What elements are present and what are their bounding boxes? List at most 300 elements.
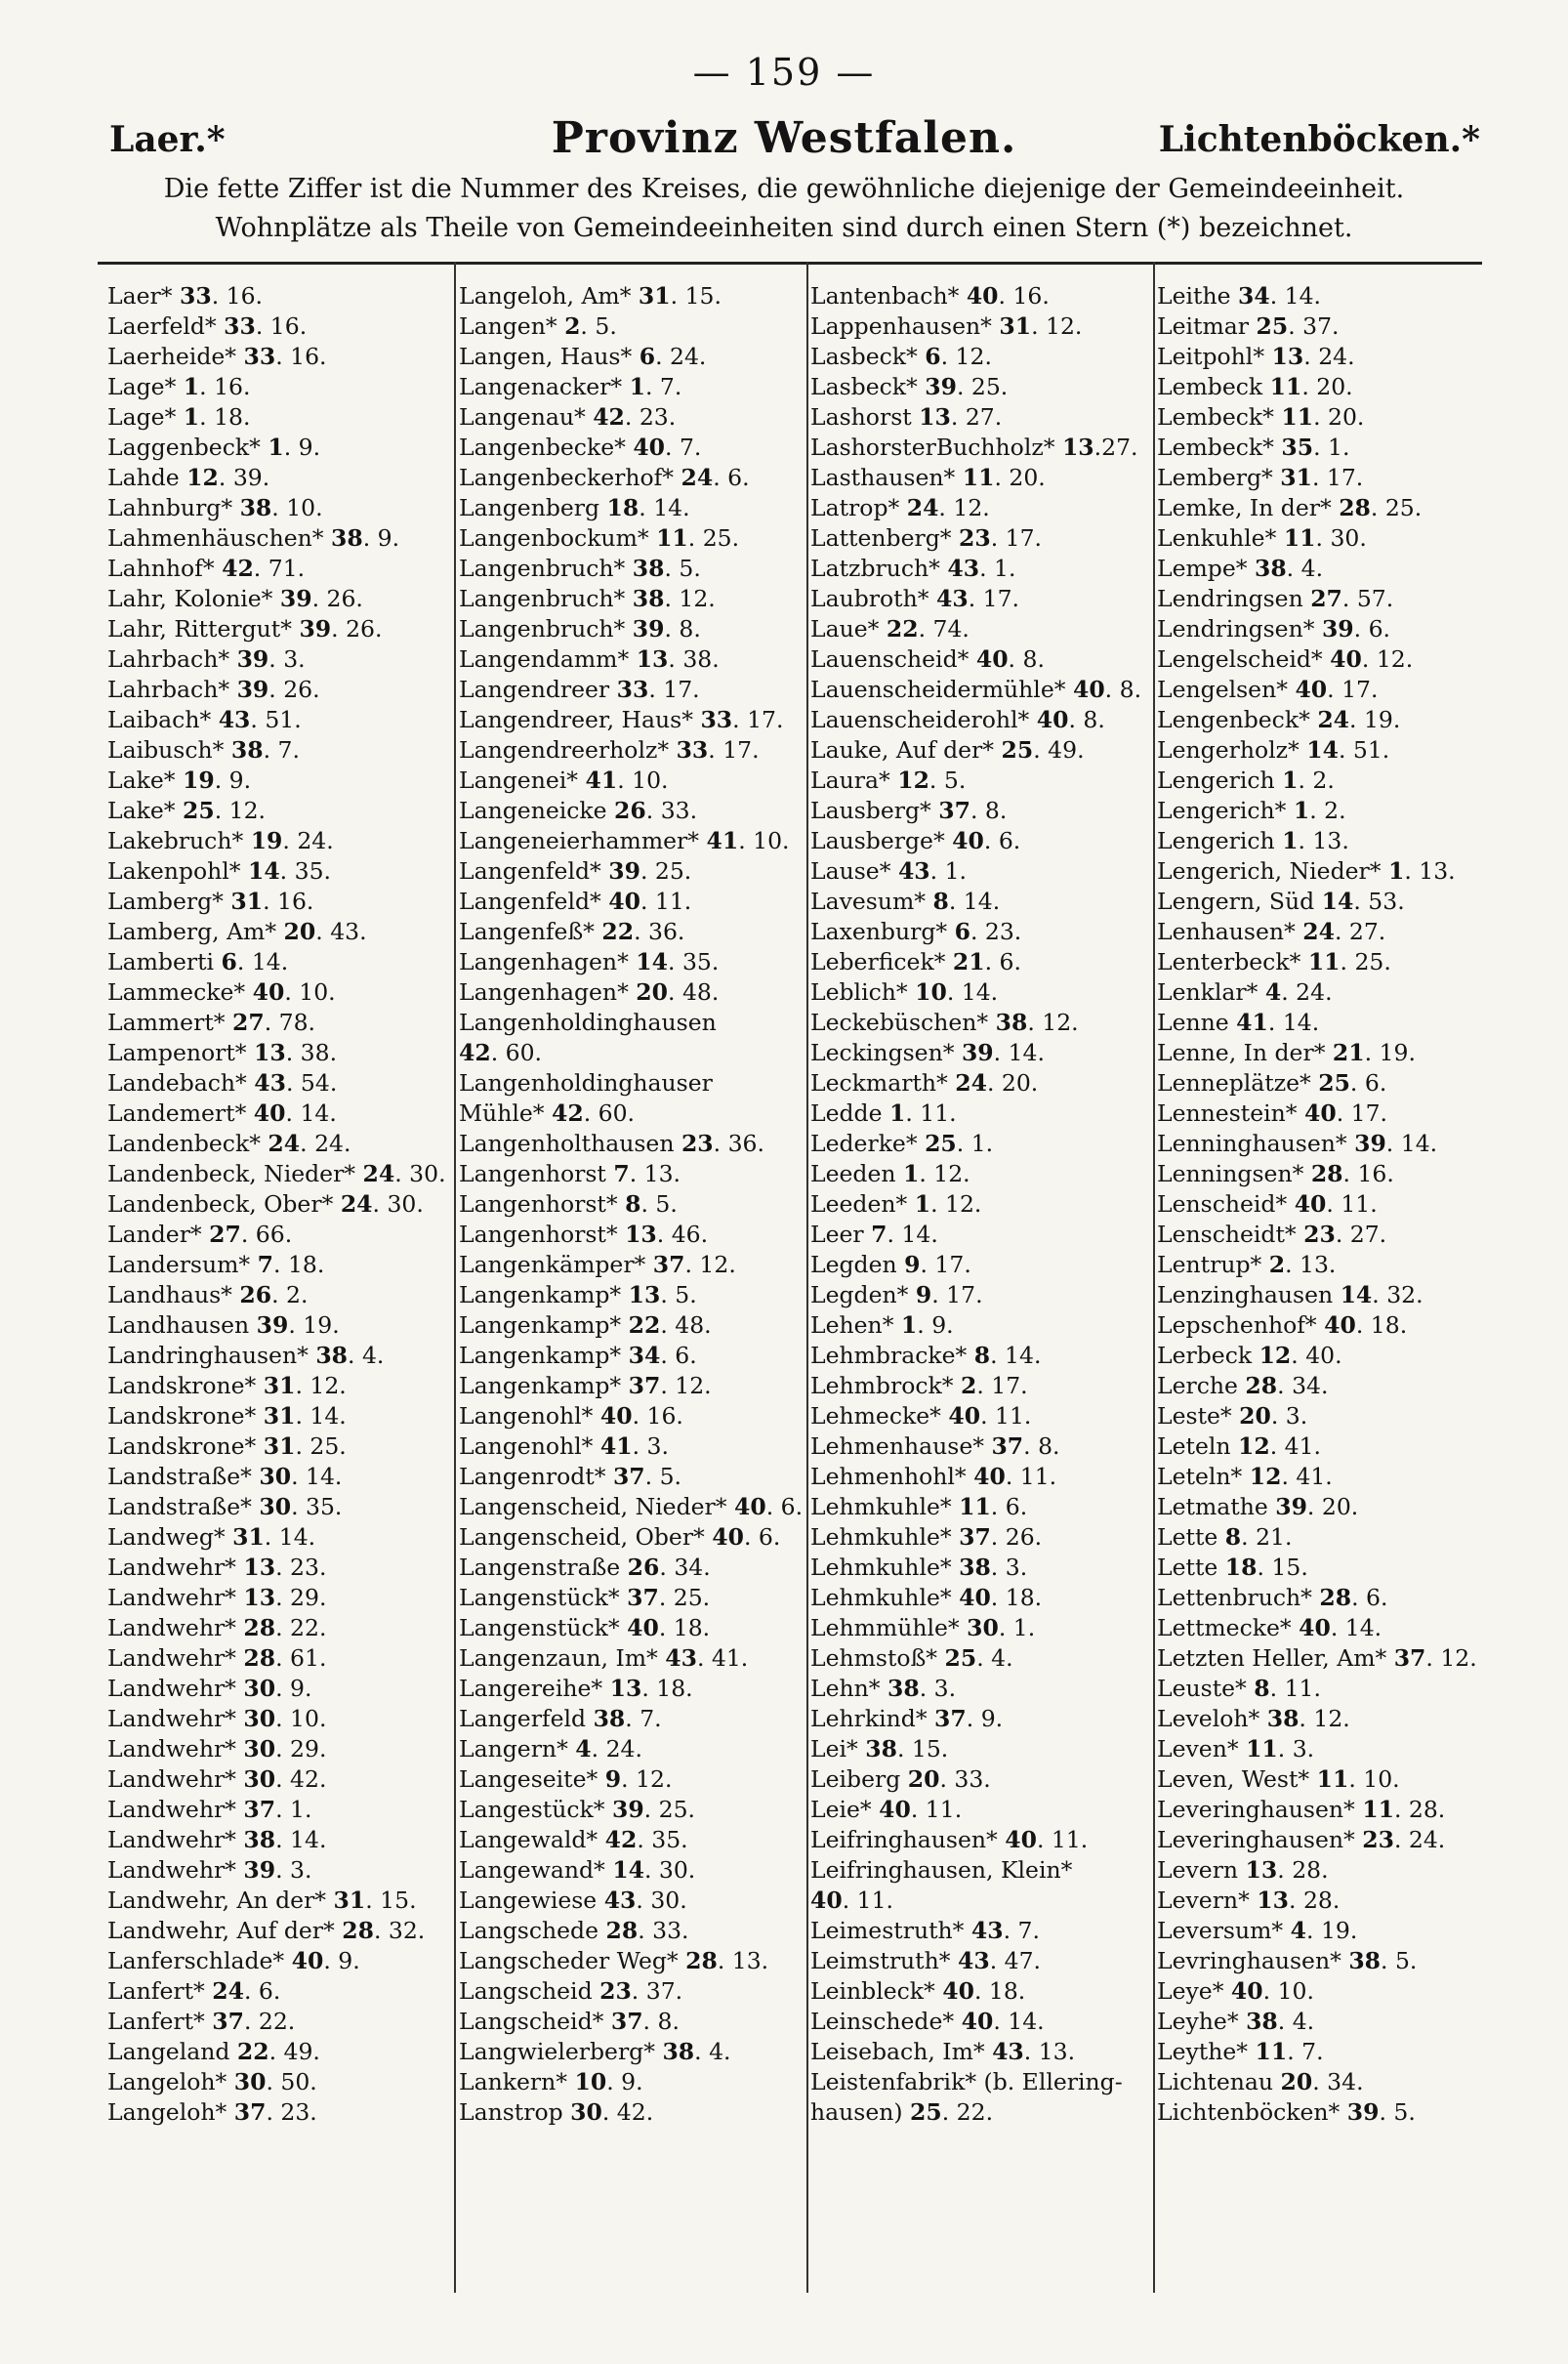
district-number: 30 bbox=[570, 2098, 602, 2126]
district-number: 23 bbox=[959, 524, 991, 552]
district-number: 40 bbox=[1005, 1826, 1037, 1853]
gazetteer-entry bbox=[459, 2037, 805, 2067]
municipality-number: . 16. bbox=[211, 282, 264, 310]
district-number: 30 bbox=[243, 1735, 276, 1763]
place-name: Lengerich bbox=[1157, 767, 1283, 794]
place-name: Lehmenhohl* bbox=[810, 1463, 974, 1490]
place-name: Lanferschlade* bbox=[107, 1947, 292, 1974]
municipality-number: . 12. bbox=[940, 343, 992, 370]
gazetteer-entry bbox=[459, 1916, 805, 1946]
gazetteer-entry bbox=[107, 856, 454, 887]
municipality-number: . 13. bbox=[1023, 2038, 1076, 2065]
district-number: 42 bbox=[222, 555, 254, 582]
place-name: Lei* bbox=[810, 1735, 866, 1763]
place-name: Langwielerberg* bbox=[459, 2038, 663, 2065]
gazetteer-entry bbox=[459, 1462, 805, 1492]
municipality-number: . 12. bbox=[1361, 645, 1414, 673]
gazetteer-entry bbox=[810, 1916, 1152, 1946]
municipality-number: . 51. bbox=[1338, 736, 1390, 764]
district-number: 12 bbox=[1259, 1342, 1292, 1369]
municipality-number: . 12. bbox=[684, 1251, 736, 1278]
place-name: Latzbruch* bbox=[810, 555, 948, 582]
municipality-number: . 6. bbox=[765, 1493, 804, 1520]
place-name: Lemke, In der* bbox=[1157, 494, 1340, 521]
explanatory-note-2: Wohnplätze als Theile von Gemeindeeinheiten sind durch einen Stern (*) bezeichnet. bbox=[215, 213, 1353, 243]
place-name: Lattenberg* bbox=[810, 524, 959, 552]
municipality-number: . 8. bbox=[1008, 645, 1045, 673]
district-number: 27 bbox=[1310, 585, 1342, 612]
district-number: 37 bbox=[959, 1523, 991, 1551]
gazetteer-entry bbox=[1157, 1734, 1482, 1764]
municipality-number: . 4. bbox=[976, 1644, 1013, 1672]
municipality-number: . 8. bbox=[664, 615, 701, 643]
gazetteer-entry bbox=[459, 1008, 805, 1038]
place-name: Langereihe* bbox=[459, 1675, 610, 1702]
municipality-number: . 17. bbox=[968, 585, 1020, 612]
district-number: 38 bbox=[632, 585, 665, 612]
place-name: Langenrodt* bbox=[459, 1463, 613, 1490]
district-number: 20 bbox=[1280, 2068, 1313, 2095]
gazetteer-entry bbox=[107, 1371, 454, 1401]
district-number: 40 bbox=[599, 1402, 633, 1430]
place-name: Lengerich* bbox=[1157, 797, 1294, 824]
district-number: 31 bbox=[1280, 464, 1312, 491]
municipality-number: . 33. bbox=[645, 797, 698, 824]
place-name: Landemert* bbox=[107, 1099, 254, 1127]
district-number: 24 bbox=[340, 1190, 373, 1218]
district-number: 38 bbox=[1266, 1705, 1300, 1732]
district-number: 27 bbox=[209, 1221, 241, 1248]
district-number: 43 bbox=[970, 1917, 1004, 1944]
municipality-number: . 11. bbox=[640, 888, 692, 915]
place-name: Langenfeld* bbox=[459, 857, 609, 885]
place-name: Lehmbracke* bbox=[810, 1342, 974, 1369]
place-name: Legden bbox=[810, 1251, 905, 1278]
place-name: Lausberg* bbox=[810, 797, 939, 824]
district-number: 22 bbox=[601, 918, 635, 945]
district-number: 8 bbox=[1224, 1523, 1242, 1551]
page-title: Provinz Westfalen. bbox=[551, 113, 1017, 163]
district-number: 38 bbox=[593, 1705, 626, 1732]
place-name: Lembeck* bbox=[1157, 403, 1282, 431]
place-name: Lentrup* bbox=[1157, 1251, 1269, 1278]
gazetteer-entry bbox=[810, 1855, 1152, 1886]
place-name: Lanstrop bbox=[459, 2098, 571, 2126]
gazetteer-entry bbox=[810, 433, 1152, 463]
gazetteer-entry bbox=[810, 372, 1152, 402]
district-number: 22 bbox=[886, 615, 919, 643]
municipality-number: . 2. bbox=[1309, 797, 1346, 824]
gazetteer-entry bbox=[1157, 766, 1482, 796]
gazetteer-entry bbox=[810, 1613, 1152, 1643]
place-name: Lehmstoß* bbox=[810, 1644, 945, 1672]
municipality-number: . 16. bbox=[199, 373, 251, 400]
place-name: Lemberg* bbox=[1157, 464, 1281, 491]
header-rule bbox=[98, 262, 1482, 265]
municipality-number: . 4. bbox=[348, 1342, 385, 1369]
district-number: 11 bbox=[1362, 1796, 1394, 1823]
district-number: 2 bbox=[1268, 1251, 1286, 1278]
place-name: Langewand* bbox=[459, 1856, 613, 1884]
place-name: Lenkuhle* bbox=[1157, 524, 1284, 552]
gazetteer-entry bbox=[459, 1825, 805, 1855]
district-number: 11 bbox=[1281, 403, 1314, 431]
place-name: Lehrkind* bbox=[810, 1705, 935, 1732]
place-name: Langenhorst bbox=[459, 1160, 614, 1187]
gazetteer-entry bbox=[1157, 2007, 1482, 2037]
district-number: 40 bbox=[1330, 645, 1362, 673]
place-name: Lenninghausen* bbox=[1157, 1130, 1355, 1157]
municipality-number: . 17. bbox=[920, 1251, 971, 1278]
gazetteer-entry bbox=[459, 1522, 805, 1553]
district-number: 6 bbox=[925, 343, 941, 370]
gazetteer-entry bbox=[107, 1583, 454, 1613]
municipality-number: . 3. bbox=[275, 1856, 312, 1884]
district-number: 34 bbox=[628, 1342, 661, 1369]
municipality-number: . 16. bbox=[275, 343, 327, 370]
municipality-number: . 10. bbox=[617, 767, 669, 794]
gazetteer-entry bbox=[459, 1976, 805, 2007]
municipality-number: . 48. bbox=[660, 1311, 712, 1339]
gazetteer-entry bbox=[107, 1916, 454, 1946]
gazetteer-entry bbox=[1157, 1583, 1482, 1613]
place-name: Leithe bbox=[1157, 282, 1238, 310]
municipality-number: . 42. bbox=[275, 1765, 327, 1793]
district-number: 28 bbox=[243, 1614, 276, 1641]
place-name: Langenberg bbox=[459, 494, 607, 521]
municipality-number: . 23. bbox=[275, 1554, 327, 1581]
municipality-number: . 25. bbox=[687, 524, 740, 552]
place-name: Lenhausen* bbox=[1157, 918, 1303, 945]
municipality-number: . 7. bbox=[665, 434, 702, 461]
gazetteer-entry bbox=[107, 1129, 454, 1159]
district-number: 9 bbox=[604, 1765, 622, 1793]
municipality-number: . 25. bbox=[640, 857, 692, 885]
place-name: Langenkamp* bbox=[459, 1281, 629, 1308]
district-number: 1 bbox=[1387, 857, 1405, 885]
place-name: Leste* bbox=[1157, 1402, 1240, 1430]
gazetteer-entry bbox=[459, 856, 805, 887]
municipality-number: . 39. bbox=[218, 464, 270, 491]
district-number: 13 bbox=[628, 1281, 661, 1308]
place-name: Lehmkuhle* bbox=[810, 1554, 960, 1581]
municipality-number: . 12. bbox=[214, 797, 267, 824]
place-name: Lammecke* bbox=[107, 978, 253, 1006]
place-name: Lengerich bbox=[1157, 827, 1283, 854]
gazetteer-entry bbox=[107, 1068, 454, 1099]
gazetteer-entry bbox=[810, 1371, 1152, 1401]
gazetteer-entry bbox=[810, 856, 1152, 887]
district-number: 20 bbox=[283, 918, 316, 945]
gazetteer-entry bbox=[107, 1189, 454, 1220]
district-number: 40 bbox=[1230, 1977, 1263, 2005]
place-name: Langscheid bbox=[459, 1977, 600, 2005]
district-number: 33 bbox=[700, 706, 733, 733]
district-number: 43 bbox=[218, 706, 251, 733]
district-number: 40 bbox=[959, 1584, 991, 1611]
place-name: Langestück* bbox=[459, 1796, 612, 1823]
gazetteer-entry bbox=[459, 1431, 805, 1462]
district-number: 30 bbox=[259, 1493, 292, 1520]
municipality-number: . 29. bbox=[275, 1735, 327, 1763]
municipality-number: . 20. bbox=[986, 1069, 1039, 1097]
district-number: 13 bbox=[243, 1584, 276, 1611]
place-name: Lakebruch* bbox=[107, 827, 251, 854]
municipality-number: . 19. bbox=[1349, 706, 1401, 733]
place-name: Langeloh* bbox=[107, 2068, 234, 2095]
gazetteer-entry bbox=[810, 675, 1152, 705]
district-number: 38 bbox=[315, 1342, 349, 1369]
place-name: Langenbockum* bbox=[459, 524, 657, 552]
municipality-number: . 71. bbox=[253, 555, 306, 582]
place-name: Leitmar bbox=[1157, 312, 1257, 340]
place-name: Lenzinghausen bbox=[1157, 1281, 1341, 1308]
district-number: 39 bbox=[925, 373, 957, 400]
place-name: Lantenbach* bbox=[810, 282, 967, 310]
municipality-number: . 30. bbox=[372, 1190, 424, 1218]
municipality-number: . 20. bbox=[1306, 1493, 1359, 1520]
place-name: Landwehr* bbox=[107, 1765, 244, 1793]
gazetteer-entry bbox=[810, 1310, 1152, 1341]
gazetteer-entry bbox=[459, 1341, 805, 1371]
district-number: 40 bbox=[633, 434, 666, 461]
place-name: Lause* bbox=[810, 857, 898, 885]
municipality-number: . 12. bbox=[660, 1372, 712, 1399]
municipality-number: . 28. bbox=[1289, 1887, 1341, 1914]
district-number: 31 bbox=[999, 312, 1032, 340]
district-number: 40 bbox=[879, 1796, 911, 1823]
municipality-number: . 6. bbox=[1351, 1584, 1388, 1611]
municipality-number: . 3. bbox=[990, 1554, 1028, 1581]
municipality-number: . 40. bbox=[1291, 1342, 1342, 1369]
gazetteer-entry bbox=[810, 1099, 1152, 1129]
gazetteer-entry bbox=[107, 675, 454, 705]
place-name: Langenbruch* bbox=[459, 555, 633, 582]
gazetteer-entry bbox=[107, 1674, 454, 1704]
place-name: LashorsterBuchholz* bbox=[810, 434, 1062, 461]
gazetteer-entry bbox=[459, 281, 805, 311]
municipality-number: . 5. bbox=[660, 1281, 697, 1308]
district-number: 6 bbox=[221, 948, 237, 975]
place-name: Landenbeck, Ober* bbox=[107, 1190, 341, 1218]
gazetteer-entry bbox=[459, 584, 805, 614]
gazetteer-entry bbox=[459, 1038, 805, 1068]
gazetteer-entry bbox=[810, 1341, 1152, 1371]
place-name: Langenbecke* bbox=[459, 434, 634, 461]
place-name: Lampenort* bbox=[107, 1039, 255, 1066]
place-name: Langenacker* bbox=[459, 373, 630, 400]
gazetteer-entry bbox=[810, 1159, 1152, 1189]
gazetteer-entry bbox=[459, 1795, 805, 1825]
district-number: 13 bbox=[919, 403, 951, 431]
municipality-number: . 26. bbox=[311, 585, 363, 612]
place-name: Lerbeck bbox=[1157, 1342, 1259, 1369]
gazetteer-entry bbox=[107, 1825, 454, 1855]
district-number: 40 bbox=[1299, 1614, 1331, 1641]
district-number: 39 bbox=[243, 1856, 276, 1884]
place-name: Lichtenau bbox=[1157, 2068, 1281, 2095]
municipality-number: . 12. bbox=[930, 1190, 982, 1218]
place-name: Lausberge* bbox=[810, 827, 953, 854]
municipality-number: . 18. bbox=[1355, 1311, 1408, 1339]
municipality-number: . 3. bbox=[1270, 1402, 1308, 1430]
district-number: 14 bbox=[1340, 1281, 1373, 1308]
district-number: 23 bbox=[599, 1977, 632, 2005]
district-number: 12 bbox=[1249, 1463, 1282, 1490]
gazetteer-entry bbox=[810, 1643, 1152, 1674]
district-number: 4 bbox=[575, 1735, 592, 1763]
district-number: 6 bbox=[639, 343, 656, 370]
district-number: 21 bbox=[1332, 1039, 1365, 1066]
place-name: Lehmenhause* bbox=[810, 1432, 992, 1460]
place-name: Langenfeß* bbox=[459, 918, 602, 945]
running-head-left: Laer.* bbox=[109, 119, 226, 160]
gazetteer-entry bbox=[810, 705, 1152, 735]
gazetteer-entry bbox=[459, 1855, 805, 1886]
municipality-number: . 11. bbox=[910, 1796, 963, 1823]
municipality-number: . 17. bbox=[732, 706, 784, 733]
gazetteer-entry bbox=[1157, 1855, 1482, 1886]
place-name: Langewald* bbox=[459, 1826, 605, 1853]
municipality-number: . 10. bbox=[738, 827, 790, 854]
district-number: 39 bbox=[1275, 1493, 1307, 1520]
district-number: 22 bbox=[628, 1311, 661, 1339]
gazetteer-entry bbox=[107, 554, 454, 584]
gazetteer-entry bbox=[810, 1401, 1152, 1431]
district-number: 41 bbox=[585, 767, 618, 794]
district-number: 26 bbox=[614, 797, 646, 824]
gazetteer-entry bbox=[1157, 554, 1482, 584]
municipality-number: . 12. bbox=[1027, 1009, 1079, 1036]
place-name: Leuste* bbox=[1157, 1675, 1255, 1702]
district-number: 9 bbox=[904, 1251, 921, 1278]
place-name: Laer* bbox=[107, 282, 180, 310]
municipality-number: . 30. bbox=[643, 1856, 696, 1884]
place-name: Landstraße* bbox=[107, 1463, 260, 1490]
place-name: Lauke, Auf der* bbox=[810, 736, 1002, 764]
gazetteer-entry bbox=[459, 1371, 805, 1401]
district-number: 31 bbox=[230, 888, 264, 915]
place-name: Lasbeck* bbox=[810, 343, 926, 370]
district-number: 40 bbox=[1294, 1190, 1327, 1218]
municipality-number: . 6. bbox=[713, 464, 750, 491]
municipality-number: . 23. bbox=[970, 918, 1022, 945]
municipality-number: . 14. bbox=[946, 978, 999, 1006]
municipality-number: . 22. bbox=[941, 2098, 994, 2126]
municipality-number: . 25. bbox=[956, 373, 1009, 400]
gazetteer-entry bbox=[1157, 1280, 1482, 1310]
municipality-number: . 33. bbox=[638, 1917, 689, 1944]
municipality-number: . 14. bbox=[993, 1039, 1045, 1066]
district-number: 37 bbox=[991, 1432, 1024, 1460]
gazetteer-entry bbox=[1157, 1613, 1482, 1643]
place-name: Landwehr* bbox=[107, 1584, 244, 1611]
municipality-number: . 16. bbox=[998, 282, 1050, 310]
gazetteer-entry bbox=[810, 1008, 1152, 1038]
explanatory-note-1: Die fette Ziffer ist die Nummer des Kreises, die gewöhnliche diejenige der Gemeindeeinheit. bbox=[163, 174, 1405, 204]
place-name: Leyhe* bbox=[1157, 2008, 1247, 2035]
district-number: 28 bbox=[243, 1644, 276, 1672]
place-name: Lappenhausen* bbox=[810, 312, 1000, 340]
place-name: Langenscheid, Ober* bbox=[459, 1523, 713, 1551]
district-number: 13 bbox=[1061, 434, 1094, 461]
district-number: 40 bbox=[1036, 706, 1069, 733]
gazetteer-entry bbox=[810, 1886, 1152, 1916]
municipality-number: . 6. bbox=[660, 1342, 697, 1369]
place-name: Leteln bbox=[1157, 1432, 1238, 1460]
district-number: 33 bbox=[616, 676, 649, 703]
district-number: 40 bbox=[1303, 1099, 1337, 1127]
municipality-number: . 12. bbox=[1031, 312, 1083, 340]
place-name: Langenstraße bbox=[459, 1554, 628, 1581]
municipality-number: . 11. bbox=[1326, 1190, 1378, 1218]
place-name: Leisebach, Im* bbox=[810, 2038, 993, 2065]
gazetteer-entry bbox=[107, 311, 454, 342]
gazetteer-entry bbox=[810, 554, 1152, 584]
gazetteer-entry bbox=[810, 1129, 1152, 1159]
municipality-number: . 17. bbox=[1311, 464, 1364, 491]
gazetteer-entry bbox=[810, 1704, 1152, 1734]
district-number: 10 bbox=[574, 2068, 607, 2095]
municipality-number: . 13. bbox=[629, 1160, 681, 1187]
place-name: Laibusch* bbox=[107, 736, 231, 764]
district-number: 40 bbox=[952, 827, 984, 854]
place-name: Leveloh* bbox=[1157, 1705, 1267, 1732]
district-number: 31 bbox=[638, 282, 671, 310]
district-number: 19 bbox=[250, 827, 283, 854]
municipality-number: . 3. bbox=[268, 645, 306, 673]
district-number: 14 bbox=[612, 1856, 644, 1884]
municipality-number: . 15. bbox=[365, 1887, 417, 1914]
gazetteer-entry bbox=[107, 2067, 454, 2097]
municipality-number: . 19. bbox=[1306, 1917, 1358, 1944]
district-number: 40 bbox=[948, 1402, 981, 1430]
municipality-number: . 18. bbox=[641, 1675, 693, 1702]
municipality-number: . 18. bbox=[973, 1977, 1026, 2005]
place-name: Laura* bbox=[810, 767, 898, 794]
municipality-number: . 11. bbox=[842, 1887, 894, 1914]
place-name: Lauenscheid* bbox=[810, 645, 976, 673]
municipality-number: . 66. bbox=[240, 1221, 293, 1248]
place-name: Lenne bbox=[1157, 1009, 1237, 1036]
district-number: 1 bbox=[183, 403, 200, 431]
place-name: Lengenbeck* bbox=[1157, 706, 1318, 733]
district-number: 1 bbox=[268, 434, 284, 461]
district-number: 18 bbox=[606, 494, 640, 521]
district-number: 33 bbox=[676, 736, 709, 764]
district-number: 39 bbox=[1354, 1130, 1386, 1157]
gazetteer-entry bbox=[1157, 1825, 1482, 1855]
district-number: 27 bbox=[232, 1009, 265, 1036]
place-name: Lederke* bbox=[810, 1130, 926, 1157]
gazetteer-entry bbox=[810, 947, 1152, 977]
place-name: Lengelsen* bbox=[1157, 676, 1296, 703]
gazetteer-entry bbox=[107, 1976, 454, 2007]
place-name: Leythe* bbox=[1157, 2038, 1256, 2065]
place-name: Landskrone* bbox=[107, 1432, 264, 1460]
district-number: 31 bbox=[232, 1523, 265, 1551]
gazetteer-entry bbox=[107, 1855, 454, 1886]
district-number: 19 bbox=[182, 767, 215, 794]
place-name: Lammert* bbox=[107, 1009, 232, 1036]
municipality-number: . 10. bbox=[284, 978, 336, 1006]
municipality-number: . 1. bbox=[979, 555, 1016, 582]
gazetteer-entry bbox=[459, 433, 805, 463]
municipality-number: . 8. bbox=[1023, 1432, 1060, 1460]
district-number: 37 bbox=[652, 1251, 685, 1278]
municipality-number: . 54. bbox=[285, 1069, 338, 1097]
place-name: Langewiese bbox=[459, 1887, 604, 1914]
